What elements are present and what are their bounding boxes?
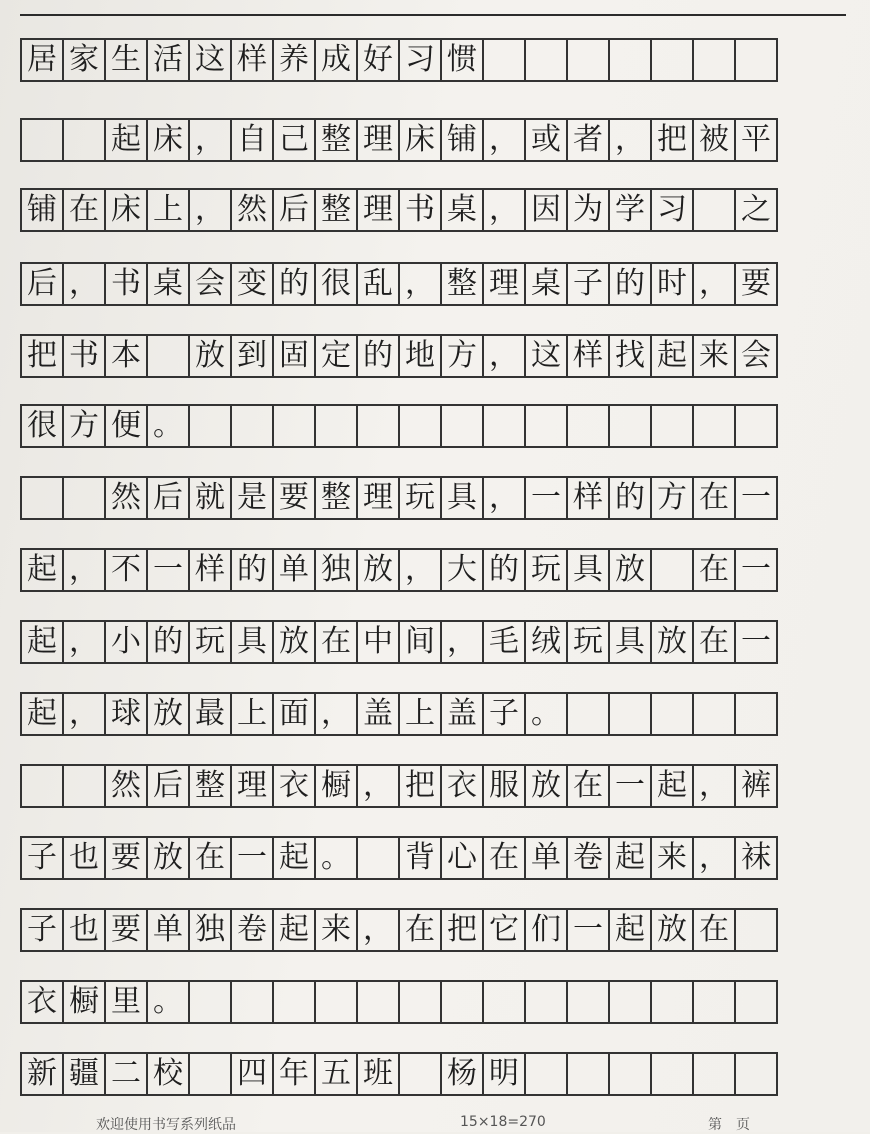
grid-cell: 要 <box>734 262 778 306</box>
grid-cell <box>314 404 358 448</box>
grid-cell: 在 <box>692 476 736 520</box>
grid-cell: 。 <box>146 404 190 448</box>
grid-cell <box>230 980 274 1024</box>
grid-cell: 起 <box>650 764 694 808</box>
grid-cell: 乱 <box>356 262 400 306</box>
grid-cell: 起 <box>272 908 316 952</box>
grid-cell: 玩 <box>188 620 232 664</box>
grid-cell <box>734 692 778 736</box>
grid-cell: 杨 <box>440 1052 484 1096</box>
grid-cell: 。 <box>524 692 568 736</box>
grid-cell: 或 <box>524 118 568 162</box>
grid-cell: 铺 <box>440 118 484 162</box>
grid-cell: 上 <box>398 692 442 736</box>
grid-cell: 学 <box>608 188 652 232</box>
grid-cell <box>356 980 400 1024</box>
grid-cell: 理 <box>230 764 274 808</box>
grid-row <box>20 118 778 162</box>
grid-row <box>20 836 778 880</box>
grid-cell <box>692 188 736 232</box>
grid-cell: 居 <box>20 38 64 82</box>
grid-cell: 被 <box>692 118 736 162</box>
grid-cell: 。 <box>146 980 190 1024</box>
grid-cell: ， <box>608 118 652 162</box>
grid-cell: ， <box>692 262 736 306</box>
footer-brand: 欢迎使用书写系列纸品 <box>96 1117 236 1133</box>
grid-cell: 养 <box>272 38 316 82</box>
grid-cell: 在 <box>566 764 610 808</box>
grid-cell <box>692 1052 736 1096</box>
grid-cell: 家 <box>62 38 106 82</box>
grid-row <box>20 334 778 378</box>
grid-cell: 把 <box>398 764 442 808</box>
grid-cell: 起 <box>104 118 148 162</box>
grid-cell: ， <box>356 764 400 808</box>
grid-cell <box>20 764 64 808</box>
grid-cell: 放 <box>188 334 232 378</box>
grid-cell <box>734 38 778 82</box>
grid-cell: 疆 <box>62 1052 106 1096</box>
grid-cell: ， <box>62 262 106 306</box>
grid-cell <box>314 980 358 1024</box>
grid-cell: 来 <box>650 836 694 880</box>
top-rule <box>20 14 846 16</box>
grid-cell: 整 <box>314 476 358 520</box>
grid-cell: 们 <box>524 908 568 952</box>
grid-cell: 样 <box>230 38 274 82</box>
grid-cell <box>650 38 694 82</box>
grid-cell: 很 <box>314 262 358 306</box>
grid-row <box>20 980 778 1024</box>
grid-cell <box>524 1052 568 1096</box>
grid-cell: 书 <box>104 262 148 306</box>
grid-cell <box>188 404 232 448</box>
grid-cell: 放 <box>650 908 694 952</box>
grid-cell: 间 <box>398 620 442 664</box>
grid-cell: 上 <box>230 692 274 736</box>
grid-cell: 生 <box>104 38 148 82</box>
grid-cell: 服 <box>482 764 526 808</box>
grid-cell: 起 <box>20 620 64 664</box>
grid-cell <box>20 118 64 162</box>
grid-cell: 习 <box>650 188 694 232</box>
grid-cell <box>62 764 106 808</box>
grid-cell <box>566 980 610 1024</box>
grid-cell <box>398 1052 442 1096</box>
grid-cell: 很 <box>20 404 64 448</box>
grid-cell: 最 <box>188 692 232 736</box>
grid-cell: 具 <box>566 548 610 592</box>
grid-cell: 活 <box>146 38 190 82</box>
grid-cell: 后 <box>146 476 190 520</box>
grid-cell <box>440 980 484 1024</box>
grid-cell: 玩 <box>566 620 610 664</box>
grid-cell: 在 <box>692 908 736 952</box>
grid-cell: 后 <box>272 188 316 232</box>
grid-cell: 书 <box>398 188 442 232</box>
grid-cell: 球 <box>104 692 148 736</box>
grid-cell: 在 <box>692 620 736 664</box>
grid-cell: 子 <box>482 692 526 736</box>
grid-cell: 方 <box>440 334 484 378</box>
grid-cell: 方 <box>650 476 694 520</box>
grid-cell <box>482 404 526 448</box>
grid-cell: 把 <box>440 908 484 952</box>
grid-cell: 一 <box>734 620 778 664</box>
grid-cell <box>524 980 568 1024</box>
grid-cell <box>734 980 778 1024</box>
grid-cell: 衣 <box>20 980 64 1024</box>
grid-cell: 把 <box>650 118 694 162</box>
grid-cell: ， <box>188 118 232 162</box>
grid-cell: 到 <box>230 334 274 378</box>
grid-cell: 卷 <box>230 908 274 952</box>
grid-cell <box>398 980 442 1024</box>
grid-cell: 整 <box>188 764 232 808</box>
grid-cell: 衣 <box>272 764 316 808</box>
grid-cell: 上 <box>146 188 190 232</box>
grid-cell <box>272 980 316 1024</box>
grid-cell: 要 <box>104 836 148 880</box>
grid-cell <box>734 1052 778 1096</box>
grid-cell: 中 <box>356 620 400 664</box>
grid-cell <box>356 836 400 880</box>
grid-cell: 在 <box>692 548 736 592</box>
grid-cell <box>650 980 694 1024</box>
grid-cell: ， <box>62 548 106 592</box>
grid-cell: 小 <box>104 620 148 664</box>
grid-cell: 自 <box>230 118 274 162</box>
grid-cell: 就 <box>188 476 232 520</box>
grid-cell: 一 <box>734 476 778 520</box>
grid-cell: 卷 <box>566 836 610 880</box>
grid-cell <box>62 118 106 162</box>
grid-cell <box>608 980 652 1024</box>
grid-cell: 理 <box>482 262 526 306</box>
grid-cell <box>608 404 652 448</box>
grid-cell: 时 <box>650 262 694 306</box>
grid-cell <box>650 404 694 448</box>
grid-cell: 子 <box>20 836 64 880</box>
grid-cell: 子 <box>566 262 610 306</box>
grid-cell: 因 <box>524 188 568 232</box>
grid-cell: 具 <box>230 620 274 664</box>
grid-cell: 里 <box>104 980 148 1024</box>
grid-cell: 己 <box>272 118 316 162</box>
grid-cell: 独 <box>314 548 358 592</box>
grid-cell: 的 <box>608 262 652 306</box>
grid-cell: 这 <box>524 334 568 378</box>
grid-cell: 单 <box>272 548 316 592</box>
grid-cell <box>650 1052 694 1096</box>
grid-cell <box>146 334 190 378</box>
grid-cell: 年 <box>272 1052 316 1096</box>
grid-row <box>20 188 778 232</box>
grid-cell: 放 <box>650 620 694 664</box>
grid-cell: 盖 <box>440 692 484 736</box>
grid-cell: 之 <box>734 188 778 232</box>
grid-cell <box>566 404 610 448</box>
grid-cell <box>524 38 568 82</box>
grid-cell: 方 <box>62 404 106 448</box>
grid-cell: 这 <box>188 38 232 82</box>
grid-row <box>20 764 778 808</box>
grid-cell: 桌 <box>146 262 190 306</box>
grid-cell: 放 <box>524 764 568 808</box>
grid-cell: 一 <box>608 764 652 808</box>
grid-row <box>20 548 778 592</box>
grid-cell: 橱 <box>62 980 106 1024</box>
grid-cell: 习 <box>398 38 442 82</box>
grid-cell <box>566 38 610 82</box>
grid-cell <box>608 1052 652 1096</box>
grid-cell <box>566 692 610 736</box>
grid-row <box>20 404 778 448</box>
grid-cell: 起 <box>608 836 652 880</box>
grid-cell: ， <box>398 548 442 592</box>
grid-cell: ， <box>692 836 736 880</box>
grid-cell: 是 <box>230 476 274 520</box>
grid-cell: 它 <box>482 908 526 952</box>
grid-cell: 玩 <box>524 548 568 592</box>
grid-cell: 一 <box>230 836 274 880</box>
grid-cell: 面 <box>272 692 316 736</box>
grid-cell <box>692 404 736 448</box>
grid-cell: 也 <box>62 908 106 952</box>
grid-cell: 理 <box>356 476 400 520</box>
grid-cell: ， <box>188 188 232 232</box>
grid-cell: 样 <box>188 548 232 592</box>
grid-cell <box>272 404 316 448</box>
grid-cell: 一 <box>524 476 568 520</box>
grid-row <box>20 692 778 736</box>
grid-cell: 子 <box>20 908 64 952</box>
grid-cell: 起 <box>20 548 64 592</box>
grid-cell: 玩 <box>398 476 442 520</box>
grid-cell: 背 <box>398 836 442 880</box>
grid-cell: 也 <box>62 836 106 880</box>
grid-cell: 会 <box>734 334 778 378</box>
grid-cell: ， <box>62 620 106 664</box>
grid-cell: 为 <box>566 188 610 232</box>
grid-cell: 心 <box>440 836 484 880</box>
grid-row <box>20 476 778 520</box>
grid-cell: 衣 <box>440 764 484 808</box>
grid-cell: 放 <box>272 620 316 664</box>
grid-cell: 在 <box>398 908 442 952</box>
grid-row <box>20 262 778 306</box>
footer-grid-size: 15×18=270 <box>460 1114 546 1130</box>
grid-cell: ， <box>482 334 526 378</box>
grid-cell: 放 <box>146 692 190 736</box>
grid-cell: 桌 <box>440 188 484 232</box>
grid-cell: 盖 <box>356 692 400 736</box>
grid-cell: 样 <box>566 476 610 520</box>
grid-cell: 毛 <box>482 620 526 664</box>
grid-cell: ， <box>62 692 106 736</box>
grid-cell <box>356 404 400 448</box>
grid-cell: 整 <box>314 188 358 232</box>
grid-cell: 理 <box>356 118 400 162</box>
grid-cell: 在 <box>482 836 526 880</box>
grid-cell: 起 <box>20 692 64 736</box>
grid-cell <box>482 38 526 82</box>
grid-cell: 的 <box>608 476 652 520</box>
grid-row <box>20 908 778 952</box>
grid-cell: 一 <box>734 548 778 592</box>
grid-cell: 单 <box>524 836 568 880</box>
grid-row <box>20 620 778 664</box>
grid-cell: 铺 <box>20 188 64 232</box>
grid-cell: 起 <box>608 908 652 952</box>
grid-cell: 平 <box>734 118 778 162</box>
grid-cell: 不 <box>104 548 148 592</box>
grid-cell: 桌 <box>524 262 568 306</box>
grid-cell: 校 <box>146 1052 190 1096</box>
grid-cell: 定 <box>314 334 358 378</box>
grid-cell: 来 <box>314 908 358 952</box>
grid-row <box>20 1052 778 1096</box>
grid-cell <box>20 476 64 520</box>
grid-cell <box>524 404 568 448</box>
grid-cell: ， <box>440 620 484 664</box>
grid-cell: 惯 <box>440 38 484 82</box>
grid-cell: 放 <box>608 548 652 592</box>
grid-cell: ， <box>482 188 526 232</box>
grid-cell <box>692 692 736 736</box>
grid-cell: 一 <box>146 548 190 592</box>
grid-cell: 然 <box>230 188 274 232</box>
grid-cell: 在 <box>62 188 106 232</box>
grid-cell: 具 <box>440 476 484 520</box>
grid-cell <box>440 404 484 448</box>
grid-cell: 地 <box>398 334 442 378</box>
grid-cell: 袜 <box>734 836 778 880</box>
grid-cell <box>230 404 274 448</box>
grid-cell: 会 <box>188 262 232 306</box>
grid-cell: 变 <box>230 262 274 306</box>
grid-cell <box>62 476 106 520</box>
grid-cell: 五 <box>314 1052 358 1096</box>
grid-cell: 橱 <box>314 764 358 808</box>
grid-cell: 。 <box>314 836 358 880</box>
grid-cell <box>398 404 442 448</box>
grid-cell: 二 <box>104 1052 148 1096</box>
grid-cell: ， <box>482 118 526 162</box>
grid-cell: 床 <box>104 188 148 232</box>
grid-row <box>20 38 778 82</box>
grid-cell: 四 <box>230 1052 274 1096</box>
grid-cell <box>188 980 232 1024</box>
grid-cell: 要 <box>272 476 316 520</box>
grid-cell: 书 <box>62 334 106 378</box>
grid-cell <box>692 38 736 82</box>
grid-cell: 然 <box>104 476 148 520</box>
grid-cell: 放 <box>356 548 400 592</box>
grid-cell: 大 <box>440 548 484 592</box>
grid-cell: 要 <box>104 908 148 952</box>
grid-cell: 的 <box>482 548 526 592</box>
grid-cell: 理 <box>356 188 400 232</box>
grid-cell <box>692 980 736 1024</box>
grid-cell: 的 <box>146 620 190 664</box>
grid-cell: 整 <box>314 118 358 162</box>
grid-cell: 具 <box>608 620 652 664</box>
grid-cell: 单 <box>146 908 190 952</box>
grid-cell: 的 <box>272 262 316 306</box>
grid-cell: 后 <box>20 262 64 306</box>
grid-cell: 后 <box>146 764 190 808</box>
grid-cell <box>650 692 694 736</box>
grid-cell: 裤 <box>734 764 778 808</box>
grid-cell: 好 <box>356 38 400 82</box>
grid-cell: 成 <box>314 38 358 82</box>
grid-cell <box>608 692 652 736</box>
grid-cell: ， <box>692 764 736 808</box>
grid-cell: 绒 <box>524 620 568 664</box>
grid-cell: 明 <box>482 1052 526 1096</box>
grid-cell: 床 <box>398 118 442 162</box>
grid-cell: 者 <box>566 118 610 162</box>
grid-cell: 班 <box>356 1052 400 1096</box>
grid-cell: 在 <box>314 620 358 664</box>
grid-cell <box>608 38 652 82</box>
grid-cell: 放 <box>146 836 190 880</box>
grid-cell: 一 <box>566 908 610 952</box>
grid-cell: 的 <box>356 334 400 378</box>
grid-cell: 找 <box>608 334 652 378</box>
grid-cell <box>734 404 778 448</box>
grid-cell: 来 <box>692 334 736 378</box>
grid-cell: 新 <box>20 1052 64 1096</box>
grid-cell <box>650 548 694 592</box>
grid-cell <box>566 1052 610 1096</box>
grid-cell: 把 <box>20 334 64 378</box>
grid-cell: 在 <box>188 836 232 880</box>
grid-cell: ， <box>314 692 358 736</box>
grid-cell: 样 <box>566 334 610 378</box>
grid-cell: 然 <box>104 764 148 808</box>
grid-cell: 起 <box>650 334 694 378</box>
grid-cell: 独 <box>188 908 232 952</box>
grid-cell: 床 <box>146 118 190 162</box>
grid-cell: 便 <box>104 404 148 448</box>
grid-cell: ， <box>482 476 526 520</box>
grid-cell <box>188 1052 232 1096</box>
grid-cell: 固 <box>272 334 316 378</box>
grid-cell <box>482 980 526 1024</box>
grid-cell: ， <box>398 262 442 306</box>
grid-cell: ， <box>356 908 400 952</box>
grid-cell: 本 <box>104 334 148 378</box>
paper-footer <box>0 1114 870 1132</box>
grid-cell: 起 <box>272 836 316 880</box>
grid-cell <box>734 908 778 952</box>
footer-page-number: 第 页 <box>708 1117 750 1133</box>
grid-cell: 整 <box>440 262 484 306</box>
grid-cell: 的 <box>230 548 274 592</box>
